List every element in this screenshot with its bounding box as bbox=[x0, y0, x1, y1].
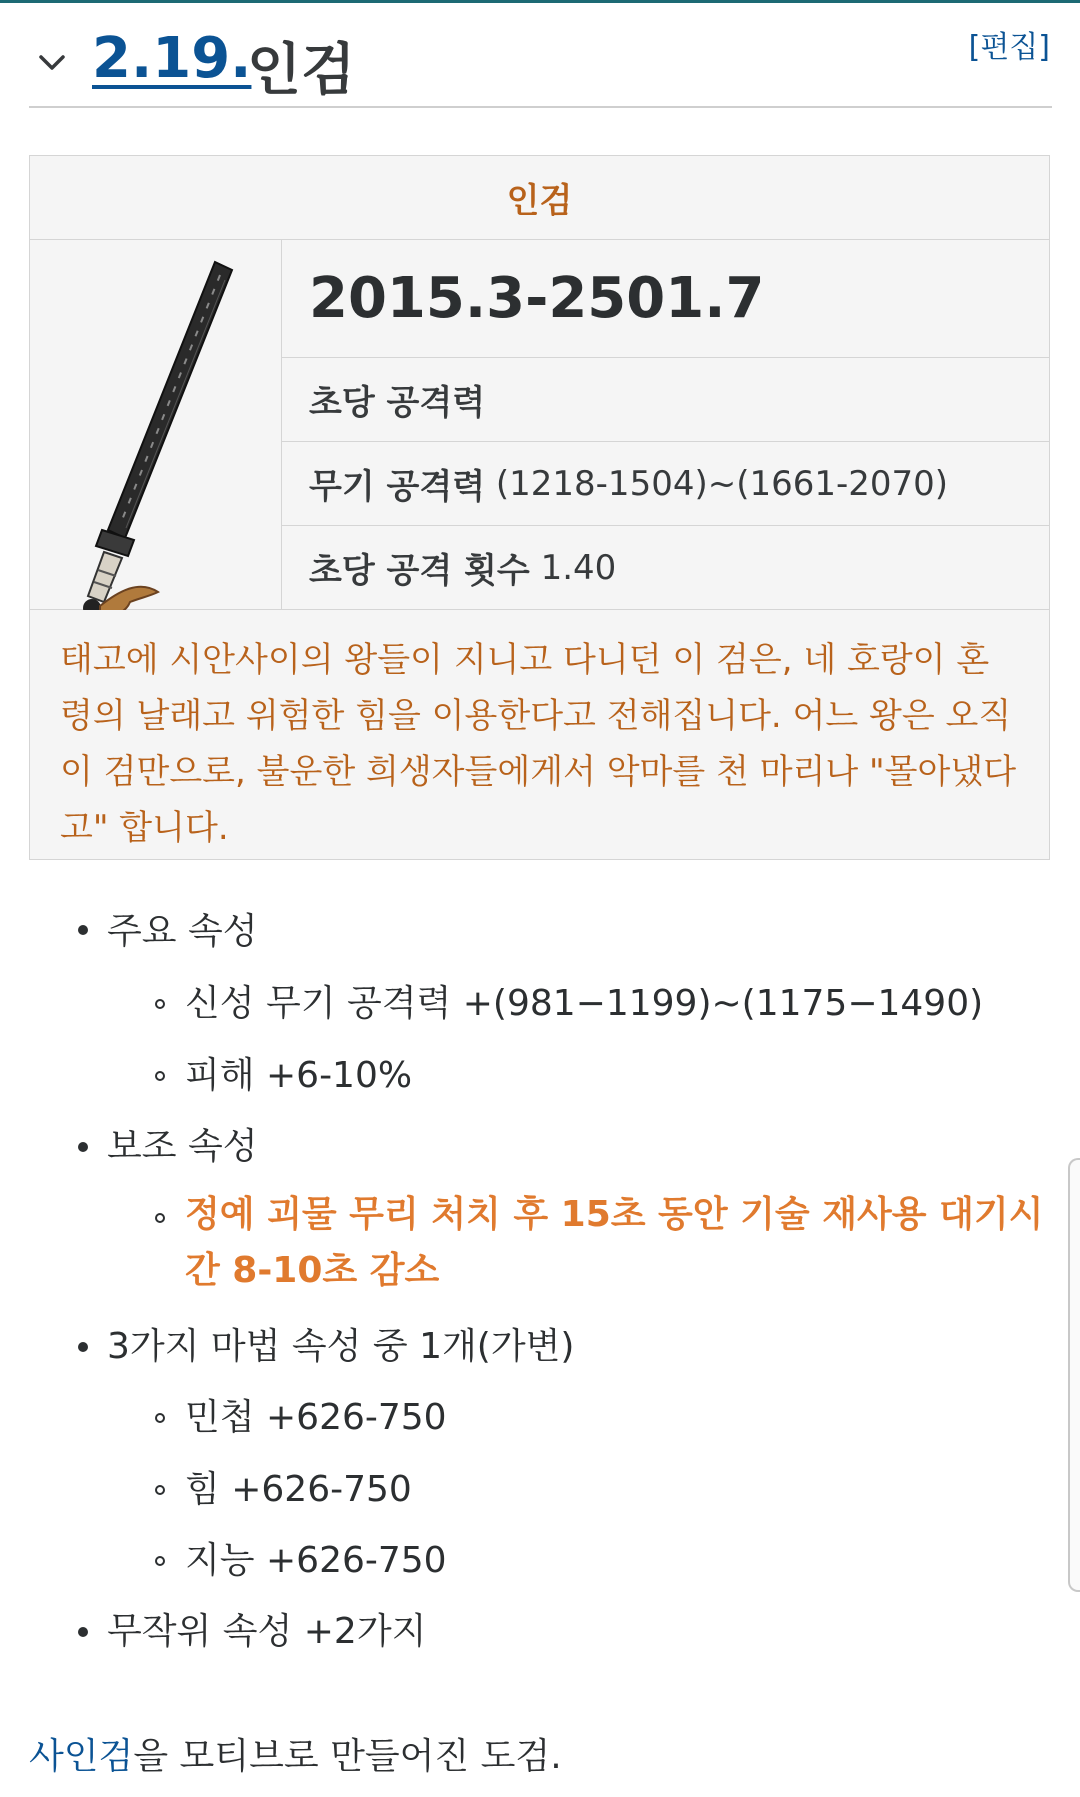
dps-value: 2015.3-2501.7 bbox=[282, 240, 1049, 358]
weapon-damage-row bbox=[282, 442, 1049, 526]
scrollbar-handle[interactable] bbox=[1068, 1158, 1080, 1592]
primary-attribute-item: 피해 +6-10% bbox=[185, 1055, 413, 1096]
flavor-text: 태고에 시안사이의 왕들이 지니고 다니던 이 검은, 네 호랑이 혼령의 날래고 위험한 힘을 이용한다고 전해집니다. 어느 왕은 오직 이 검만으로, 불운한 희생자들에게서 악마를 천 마리나 "몰아냈다고" 합니다. bbox=[60, 640, 1017, 848]
dps-label: 초당 공격력 bbox=[282, 358, 1049, 442]
footer-note bbox=[29, 1728, 562, 1779]
legendary-affix: 정예 괴물 무리 처치 후 15초 동안 기술 재사용 대기시간 8-10초 감소 bbox=[185, 1194, 1044, 1291]
weapon-damage-value: (1218-1504)~(1661-2070) bbox=[495, 463, 949, 504]
secondary-attributes-label: 보조 속성 bbox=[107, 1126, 258, 1167]
attack-speed-row bbox=[282, 526, 1049, 610]
item-name-header: 인검 bbox=[30, 156, 1049, 240]
bullet-icon bbox=[78, 1342, 88, 1352]
circle-bullet-icon bbox=[155, 1556, 165, 1566]
magic-attributes-label: 3가지 마법 속성 중 1개(가변) bbox=[107, 1326, 575, 1367]
circle-bullet-icon bbox=[155, 999, 165, 1009]
bullet-icon bbox=[78, 1627, 88, 1637]
sword-icon bbox=[30, 240, 282, 610]
section-number-link[interactable]: 2.19. bbox=[92, 26, 252, 91]
magic-attribute-item: 힘 +626-750 bbox=[185, 1469, 412, 1510]
section-header bbox=[29, 18, 1052, 108]
item-image bbox=[30, 240, 282, 610]
attack-speed-label: 초당 공격 횟수 bbox=[309, 551, 530, 591]
footer-text: 을 모티브로 만들어진 도검. bbox=[133, 1736, 562, 1777]
weapon-damage-label: 무기 공격력 bbox=[309, 467, 486, 507]
item-infobox bbox=[29, 155, 1050, 860]
edit-link[interactable]: [편집] bbox=[968, 30, 1050, 65]
circle-bullet-icon bbox=[155, 1413, 165, 1423]
chevron-down-icon[interactable] bbox=[37, 48, 67, 78]
saingeom-link[interactable]: 사인검 bbox=[29, 1736, 134, 1777]
bullet-icon bbox=[78, 925, 88, 935]
circle-bullet-icon bbox=[155, 1213, 165, 1223]
top-accent-line bbox=[0, 0, 1080, 3]
circle-bullet-icon bbox=[155, 1071, 165, 1081]
section-title: 인검 bbox=[247, 38, 356, 103]
random-attributes-label: 무작위 속성 +2가지 bbox=[107, 1611, 427, 1652]
primary-attributes-label: 주요 속성 bbox=[107, 911, 258, 952]
bullet-icon bbox=[78, 1142, 88, 1152]
primary-attribute-item: 신성 무기 공격력 +(981−1199)~(1175−1490) bbox=[185, 983, 984, 1024]
magic-attribute-item: 민첩 +626-750 bbox=[185, 1397, 447, 1438]
attack-speed-value: 1.40 bbox=[540, 547, 617, 588]
magic-attribute-item: 지능 +626-750 bbox=[185, 1540, 447, 1581]
circle-bullet-icon bbox=[155, 1485, 165, 1495]
